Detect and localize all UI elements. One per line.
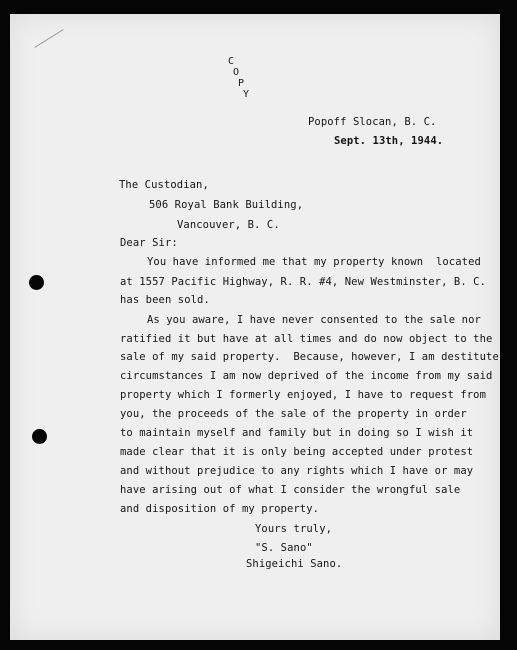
body-line: and without prejudice to any rights which I have or may <box>120 465 474 477</box>
letter-page <box>10 14 500 640</box>
addressee-line-2: 506 Royal Bank Building, <box>149 199 304 211</box>
body-line: at 1557 Pacific Highway, R. R. #4, New Westminster, B. C. <box>120 276 487 288</box>
copy-stamp-letter: C <box>228 56 235 67</box>
salutation: Dear Sir: <box>120 237 178 249</box>
body-line: property which I formerly enjoyed, I have to request from <box>120 389 487 401</box>
signature: "S. Sano" <box>255 542 313 554</box>
body-line: have arising out of what I consider the wrongful sale <box>120 484 461 496</box>
punch-hole <box>32 429 47 444</box>
body-line: and disposition of my property. <box>120 503 320 515</box>
letter-date: Sept. 13th, 1944. <box>334 135 444 147</box>
addressee-line-3: Vancouver, B. C. <box>177 219 280 231</box>
copy-stamp-letter: P <box>238 78 245 89</box>
copy-stamp-letter: O <box>233 67 240 78</box>
copy-stamp-letter: Y <box>243 89 250 100</box>
sender-place: Popoff Slocan, B. C. <box>308 116 437 128</box>
body-line: made clear that it is only being accepted under protest <box>120 446 474 458</box>
signer-name: Shigeichi Sano. <box>246 558 343 570</box>
body-line: to maintain myself and family but in doing so I wish it <box>120 427 474 439</box>
body-line: As you aware, I have never consented to the sale nor <box>147 314 481 326</box>
scan-mark <box>34 29 63 48</box>
body-line: You have informed me that my property known located <box>147 256 481 268</box>
body-line: you, the proceeds of the sale of the property in order <box>120 408 467 420</box>
punch-hole <box>29 275 44 290</box>
addressee-line-1: The Custodian, <box>119 179 209 191</box>
body-line: sale of my said property. Because, however, I am destitute <box>120 351 499 363</box>
body-line: ratified it but have at all times and do now object to the <box>120 333 493 345</box>
valediction: Yours truly, <box>255 523 333 535</box>
body-line: circumstances I am now deprived of the income from my said <box>120 370 493 382</box>
body-line: has been sold. <box>120 294 210 306</box>
